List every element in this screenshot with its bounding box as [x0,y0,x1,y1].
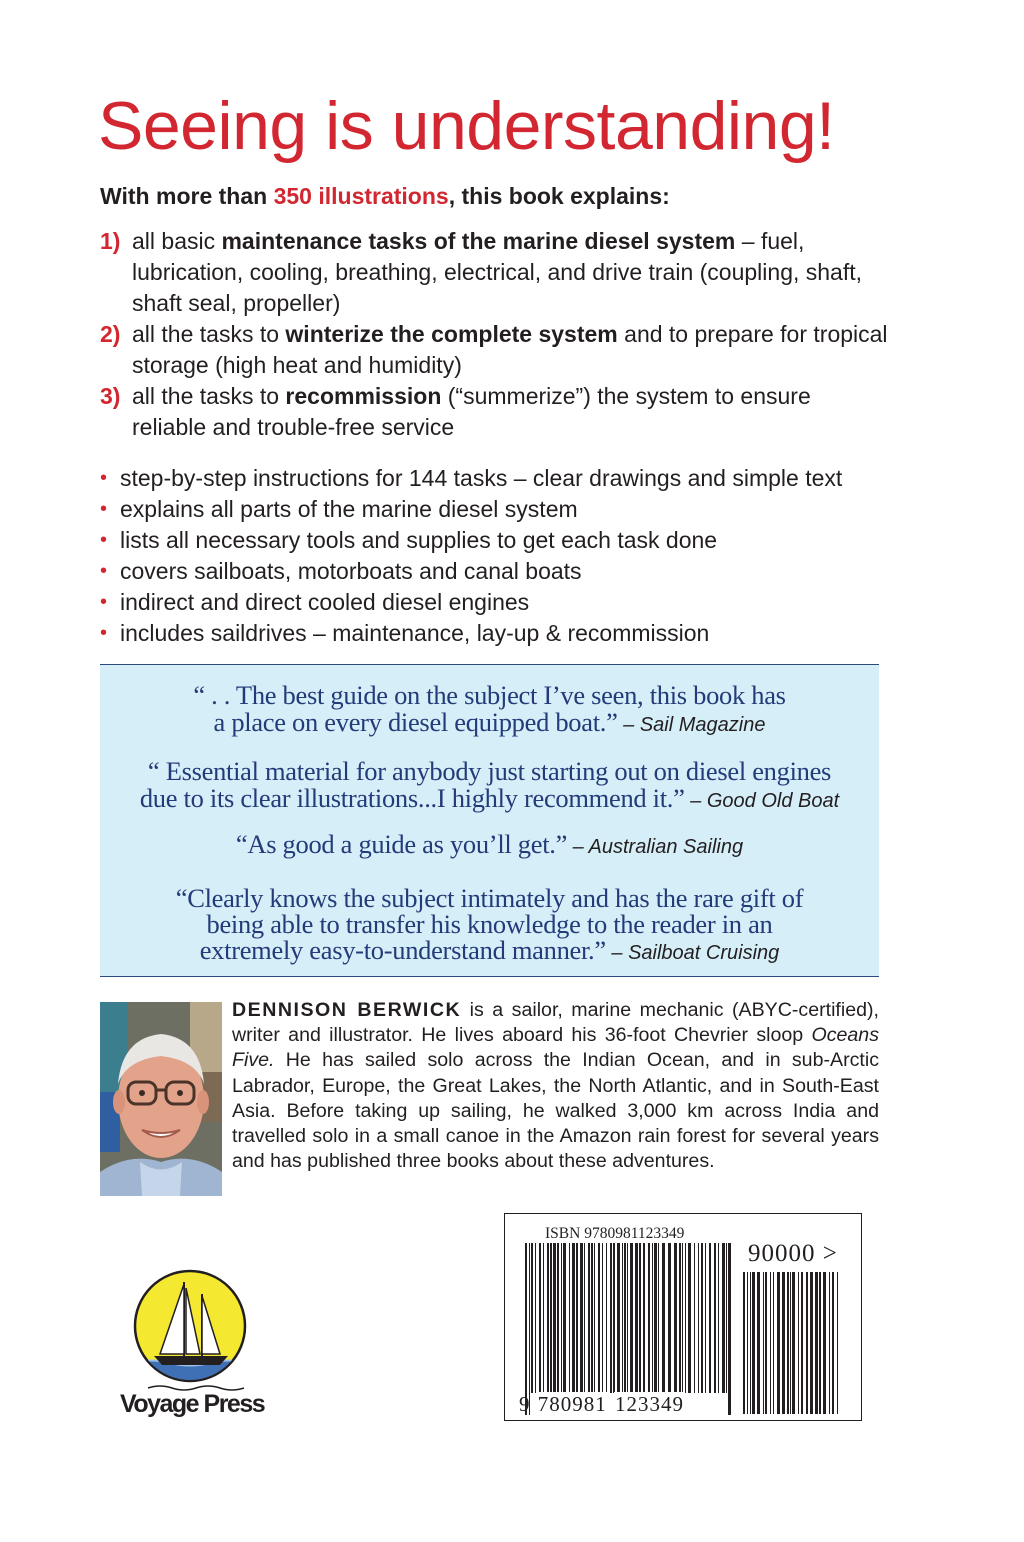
bullet-icon: • [100,498,108,520]
bullet-icon: • [100,622,108,644]
quote-attribution: – Good Old Boat [684,790,840,812]
testimonials-box [100,664,879,977]
intro-before: With more than [100,183,274,209]
barcode-bar [588,1243,590,1393]
barcode-bar [580,1243,583,1393]
barcode-bar [815,1272,818,1414]
barcode-bar [553,1243,556,1393]
barcode-bar [682,1243,683,1393]
barcode-bar [627,1243,628,1415]
quote-line: being able to transfer his knowledge to the reader in an [206,909,773,939]
bullet-icon: • [100,529,108,551]
barcode-bar [594,1243,595,1393]
barcode-bar [531,1243,533,1393]
bullet-item [100,463,900,494]
barcode-bar [617,1243,620,1393]
barcode-bar [584,1243,585,1393]
barcode-bar [598,1243,600,1393]
item-text: all the tasks to [132,321,286,347]
quote-line: due to its clear illustrations...I highly recommend it.” [139,783,685,813]
intro-highlight: 350 illustrations [273,183,449,209]
quote-line: “Clearly knows the subject intimately and has the rare gift of [175,883,804,913]
barcode-bar [806,1272,808,1414]
barcode-bar [525,1243,527,1415]
barcode-bar [622,1243,623,1393]
quote-line: “As good a guide as you’ll get.” [235,829,568,859]
bullet-text: includes saildrives – maintenance, lay-up & recommission [120,620,710,646]
intro-after: , this book explains: [448,183,670,209]
barcode-bar [773,1272,774,1414]
bullet-item [100,618,900,649]
item-number: 1) [100,228,121,254]
barcode-bar [728,1243,731,1415]
barcode-bar [685,1243,686,1393]
barcode-bar [714,1243,716,1393]
item-bold: recommission [285,383,442,409]
bullet-list [100,463,900,649]
barcode-bar [765,1272,767,1414]
isbn-barcode [504,1213,862,1421]
bullet-text: lists all necessary tools and supplies to get each task done [120,527,718,553]
barcode-bar [782,1272,785,1414]
item-text: and to prepare for tropical storage (high heat and humidity) [132,321,888,378]
barcode-bar [547,1243,549,1393]
item-text: all basic [132,228,222,254]
barcode-bar [698,1243,699,1393]
barcode-bar [639,1243,641,1393]
testimonial [100,758,879,815]
headline: Seeing is understanding! [98,88,835,164]
bullet-text: covers sailboats, motorboats and canal boats [120,558,582,584]
barcode-bar [550,1243,552,1393]
isbn-digit-group: 123349 [615,1392,684,1416]
barcode-bar [630,1243,633,1415]
intro-line [100,183,670,210]
isbn-digit: 9 [519,1392,531,1416]
isbn-digit-group: 780981 [537,1392,607,1416]
quote-line: extremely easy-to-understand manner.” [199,935,606,965]
item-text: (“summerize”) the system to ensure reliable and trouble-free service [132,383,811,440]
barcode-bar [679,1243,681,1393]
barcode-bar [539,1243,541,1393]
isbn-label: ISBN 9780981123349 [545,1225,685,1242]
barcode-bar [750,1272,751,1414]
numbered-list [100,226,890,443]
barcode-bar [674,1243,677,1393]
bullet-item [100,494,900,525]
barcode-bar [602,1243,603,1393]
barcode-bar [837,1272,838,1414]
barcode-bar [743,1272,745,1414]
barcode-bar [635,1243,638,1393]
barcode-bar [654,1243,657,1393]
barcode-bar [643,1243,645,1393]
quote-attribution: – Sailboat Cruising [605,942,780,964]
barcode-bar [787,1272,789,1414]
barcode-bar [757,1272,760,1414]
quote-line: a place on every diesel equipped boat.” [213,707,618,737]
barcode-bar [832,1272,834,1414]
barcode-bar [529,1243,530,1415]
bullet-item [100,525,900,556]
bio-text: is a sailor, marine mechanic (ABYC-certified), writer and illustrator. He lives aboard his 36-foot Chevrier sloop [232,999,879,1047]
item-number: 3) [100,383,121,409]
bio-text: He has sailed solo across the Indian Ocean, and in sub-Arctic Labrador, Europe, the Great Lakes, the North Atlantic, and in South-East Asia. Before taking up sailing, he walked 3,000 km across India and travelled solo in a small canoe in the Amazon rain forest for several years and has published three books about these adventures. [232,1049,879,1173]
barcode-addon-icon [743,1272,843,1414]
barcode-bar [701,1243,703,1393]
bullet-text: explains all parts of the marine diesel system [120,496,578,522]
item-bold: winterize the complete system [285,321,618,347]
barcode-bar [662,1243,665,1393]
barcode-bar [648,1243,650,1393]
barcode-bar [610,1243,612,1393]
numbered-item [100,226,890,319]
barcode-bar [576,1243,578,1393]
barcode-bar [658,1243,659,1393]
quote-line: “ Essential material for anybody just starting out on diesel engines [147,756,832,786]
author-name: DENNISON BERWICK [232,999,462,1021]
testimonial [100,885,879,966]
barcode-bar [613,1243,615,1393]
bullet-icon: • [100,591,108,613]
boat-name: Oceans Five. [232,1024,879,1072]
barcode-bar [557,1243,559,1393]
barcode-bar [777,1272,780,1414]
barcode-bar [823,1272,826,1414]
item-number: 2) [100,321,121,347]
barcode-bar [624,1243,626,1393]
bullet-icon: • [100,560,108,582]
item-text: all the tasks to [132,383,286,409]
numbered-item [100,381,890,443]
barcode-bar [718,1243,719,1393]
barcode-bar [726,1243,727,1393]
barcode-bar [763,1272,764,1414]
testimonial [100,682,879,739]
isbn-digits [519,1392,685,1417]
barcode-bar [543,1243,544,1393]
barcode-bar [572,1243,575,1393]
author-photo [100,1002,222,1196]
bullet-text: indirect and direct cooled diesel engines [120,589,530,615]
author-bio [232,998,879,1174]
barcode-main-icon [525,1243,735,1415]
barcode-bar [752,1272,755,1414]
barcode-bar [561,1243,562,1393]
item-text: – fuel, lubrication, cooling, breathing, electrical, and drive train (coupling, shaft, shaft seal, propeller) [132,228,863,316]
quote-attribution: – Sail Magazine [617,714,766,736]
publisher-name: Voyage Press [120,1390,265,1418]
bullet-item [100,587,900,618]
bullet-item [100,556,900,587]
barcode-bar [591,1243,593,1393]
numbered-item [100,319,890,381]
barcode-bar [747,1272,748,1414]
barcode-bar [709,1243,711,1393]
quote-line: “ . . The best guide on the subject I’ve seen, this book has [193,680,786,710]
barcode-bar [606,1243,607,1393]
barcode-bar [569,1243,570,1393]
price-code: 90000 > [748,1240,838,1267]
barcode-bar [792,1272,795,1414]
barcode-bar [694,1243,695,1393]
barcode-bar [810,1272,813,1414]
barcode-bar [722,1243,725,1393]
barcode-bar [770,1272,771,1414]
bullet-icon: • [100,467,108,489]
barcode-bar [688,1243,691,1393]
barcode-bar [535,1243,536,1393]
item-bold: maintenance tasks of the marine diesel system [221,228,736,254]
quote-attribution: – Australian Sailing [567,836,744,858]
barcode-bar [563,1243,566,1393]
barcode-bar [790,1272,791,1414]
barcode-bar [668,1243,671,1393]
barcode-bar [705,1243,706,1393]
barcode-bar [829,1272,830,1414]
bullet-text: step-by-step instructions for 144 tasks – clear drawings and simple text [120,465,843,491]
barcode-bar [819,1272,821,1414]
barcode-bar [801,1272,803,1414]
testimonial [100,831,879,861]
sailboat-logo-icon [120,1268,270,1393]
barcode-bar [798,1272,799,1414]
barcode-bar [652,1243,653,1393]
